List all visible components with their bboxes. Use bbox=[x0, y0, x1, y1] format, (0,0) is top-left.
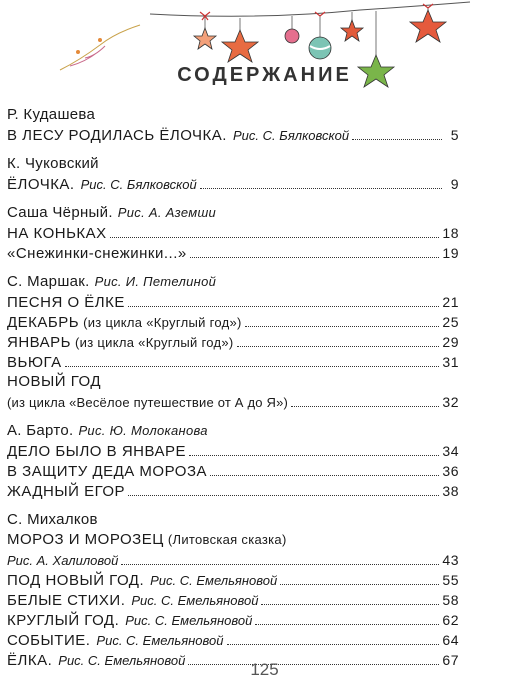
page-reference: 62 bbox=[442, 612, 459, 628]
toc-entry-title-line[interactable] bbox=[7, 372, 459, 392]
dot-leader bbox=[110, 237, 440, 238]
entry-title bbox=[7, 571, 277, 591]
toc-section bbox=[7, 203, 459, 263]
illustrator-credit: Рис. С. Емельяновой bbox=[131, 593, 259, 608]
author-label: Саша Чёрный. bbox=[7, 204, 113, 221]
page-reference: 67 bbox=[442, 652, 459, 668]
toc-entry[interactable] bbox=[7, 481, 459, 501]
entry-title bbox=[7, 224, 107, 244]
dot-leader bbox=[65, 366, 440, 367]
entry-title-text: ЖАДНЫЙ ЕГОР bbox=[7, 483, 126, 500]
page-reference: 38 bbox=[442, 483, 459, 499]
author-name bbox=[7, 510, 459, 530]
page-reference: 64 bbox=[442, 632, 459, 648]
toc-entry[interactable] bbox=[7, 441, 459, 461]
page-reference: 9 bbox=[450, 176, 459, 192]
toc-section bbox=[7, 421, 459, 501]
entry-title-text: ПОД НОВЫЙ ГОД. bbox=[7, 572, 145, 589]
entry-title-text: ЁЛКА. bbox=[7, 652, 53, 669]
dot-leader bbox=[237, 346, 440, 347]
entry-title-text: ПЕСНЯ О ЁЛКЕ bbox=[7, 294, 125, 311]
page-reference: 19 bbox=[442, 245, 459, 261]
entry-title bbox=[7, 353, 62, 373]
toc-entry[interactable] bbox=[7, 461, 459, 481]
toc-entry[interactable] bbox=[7, 630, 459, 650]
illustrator-credit: Рис. А. Аземши bbox=[117, 205, 217, 220]
dot-leader bbox=[245, 326, 440, 327]
illustrator-credit: Рис. С. Бялковской bbox=[232, 128, 350, 143]
dot-leader bbox=[291, 406, 439, 407]
dot-leader bbox=[128, 495, 439, 496]
toc-entry[interactable] bbox=[7, 392, 459, 412]
entry-title bbox=[7, 591, 258, 611]
page-reference: 43 bbox=[442, 552, 459, 568]
toc-entry[interactable] bbox=[7, 223, 459, 243]
illustrator-credit: Рис. С. Емельяновой bbox=[58, 653, 186, 668]
entry-title bbox=[7, 611, 252, 631]
dot-leader bbox=[280, 584, 439, 585]
page-reference: 18 bbox=[442, 225, 459, 241]
table-of-contents bbox=[7, 105, 459, 679]
toc-entry[interactable] bbox=[7, 125, 459, 145]
toc-entry[interactable] bbox=[7, 312, 459, 332]
toc-entry[interactable] bbox=[7, 550, 459, 570]
page-reference: 21 bbox=[442, 294, 459, 310]
entry-title-text: МОРОЗ И МОРОЗЕЦ bbox=[7, 531, 164, 548]
entry-title bbox=[7, 244, 187, 264]
dot-leader bbox=[261, 604, 439, 605]
entry-subtitle: (Литовская сказка) bbox=[167, 532, 287, 547]
toc-entry[interactable] bbox=[7, 332, 459, 352]
dot-leader bbox=[255, 624, 439, 625]
toc-entry[interactable] bbox=[7, 243, 459, 263]
dot-leader bbox=[200, 188, 442, 189]
entry-title bbox=[7, 333, 234, 353]
entry-title bbox=[7, 293, 125, 313]
entry-title bbox=[7, 126, 349, 146]
page-reference: 36 bbox=[442, 463, 459, 479]
toc-section bbox=[7, 272, 459, 412]
entry-title-text: (из цикла «Весёлое путешествие от А до Я») bbox=[7, 395, 289, 410]
toc-entry-title-line[interactable] bbox=[7, 530, 459, 550]
entry-title-text: БЕЛЫЕ СТИХИ. bbox=[7, 592, 126, 609]
entry-title-text: ЁЛОЧКА. bbox=[7, 176, 75, 193]
entry-title bbox=[7, 462, 207, 482]
illustrator-credit: Рис. С. Бялковской bbox=[80, 177, 197, 192]
entry-title-text: ЯНВАРЬ bbox=[7, 334, 72, 351]
toc-entry[interactable] bbox=[7, 570, 459, 590]
page-reference: 31 bbox=[442, 354, 459, 370]
dot-leader bbox=[210, 475, 439, 476]
illustrator-credit: Рис. С. Емельяновой bbox=[150, 573, 278, 588]
author-name bbox=[7, 105, 459, 125]
page-reference: 55 bbox=[442, 572, 459, 588]
author-label: С. Михалков bbox=[7, 511, 98, 528]
illustrator-credit: Рис. С. Емельяновой bbox=[96, 633, 224, 648]
entry-title-text: ДЕЛО БЫЛО В ЯНВАРЕ bbox=[7, 443, 187, 460]
dot-leader bbox=[189, 455, 439, 456]
illustrator-credit: Рис. Ю. Молоканова bbox=[78, 423, 208, 438]
page-reference: 58 bbox=[442, 592, 459, 608]
dot-leader bbox=[190, 257, 440, 258]
entry-title bbox=[7, 551, 118, 571]
entry-title-text: ДЕКАБРЬ bbox=[7, 314, 80, 331]
entry-title-text: В ЛЕСУ РОДИЛАСЬ ЁЛОЧКА. bbox=[7, 127, 227, 144]
author-label: С. Маршак. bbox=[7, 273, 90, 290]
page-reference: 32 bbox=[442, 394, 459, 410]
page-reference: 29 bbox=[442, 334, 459, 350]
toc-section bbox=[7, 105, 459, 145]
page-reference: 34 bbox=[442, 443, 459, 459]
author-name bbox=[7, 154, 459, 174]
author-label: Р. Кудашева bbox=[7, 106, 96, 123]
entry-title bbox=[7, 530, 287, 550]
illustrator-credit: Рис. С. Емельяновой bbox=[125, 613, 253, 628]
entry-title bbox=[7, 175, 197, 195]
page-title: СОДЕРЖАНИЕ bbox=[177, 64, 352, 86]
toc-section bbox=[7, 154, 459, 194]
author-label: А. Барто. bbox=[7, 422, 74, 439]
toc-entry[interactable] bbox=[7, 610, 459, 630]
author-label: К. Чуковский bbox=[7, 155, 99, 172]
page-reference: 5 bbox=[450, 127, 459, 143]
dot-leader bbox=[352, 139, 442, 140]
author-name bbox=[7, 203, 459, 223]
entry-title bbox=[7, 631, 224, 651]
dot-leader bbox=[128, 306, 440, 307]
toc-entry[interactable] bbox=[7, 352, 459, 372]
entry-title-text: «Снежинки-снежинки...» bbox=[7, 245, 187, 262]
entry-title-text: НОВЫЙ ГОД bbox=[7, 373, 102, 390]
entry-title bbox=[7, 442, 186, 462]
entry-title-text: В ЗАЩИТУ ДЕДА МОРОЗА bbox=[7, 463, 208, 480]
entry-title bbox=[7, 482, 125, 502]
entry-title-text: СОБЫТИЕ. bbox=[7, 632, 91, 649]
entry-title bbox=[7, 393, 288, 413]
toc-entry[interactable] bbox=[7, 174, 459, 194]
author-name bbox=[7, 272, 459, 292]
dot-leader bbox=[227, 644, 440, 645]
toc-entry[interactable] bbox=[7, 590, 459, 610]
toc-section bbox=[7, 510, 459, 670]
entry-title-text: Рис. А. Халиловой bbox=[7, 553, 119, 568]
dot-leader bbox=[121, 564, 439, 565]
entry-title-text: КРУГЛЫЙ ГОД. bbox=[7, 612, 120, 629]
illustrator-credit: Рис. И. Петелиной bbox=[94, 274, 217, 289]
entry-subtitle: (из цикла «Круглый год») bbox=[75, 335, 234, 350]
entry-title-text: ВЬЮГА bbox=[7, 354, 62, 371]
entry-subtitle: (из цикла «Круглый год») bbox=[83, 315, 242, 330]
entry-title bbox=[7, 313, 242, 333]
entry-title bbox=[7, 372, 101, 392]
page-reference: 25 bbox=[442, 314, 459, 330]
toc-entry[interactable] bbox=[7, 292, 459, 312]
page-number: 125 bbox=[250, 660, 279, 679]
entry-title-text: НА КОНЬКАХ bbox=[7, 225, 107, 242]
author-name bbox=[7, 421, 459, 441]
